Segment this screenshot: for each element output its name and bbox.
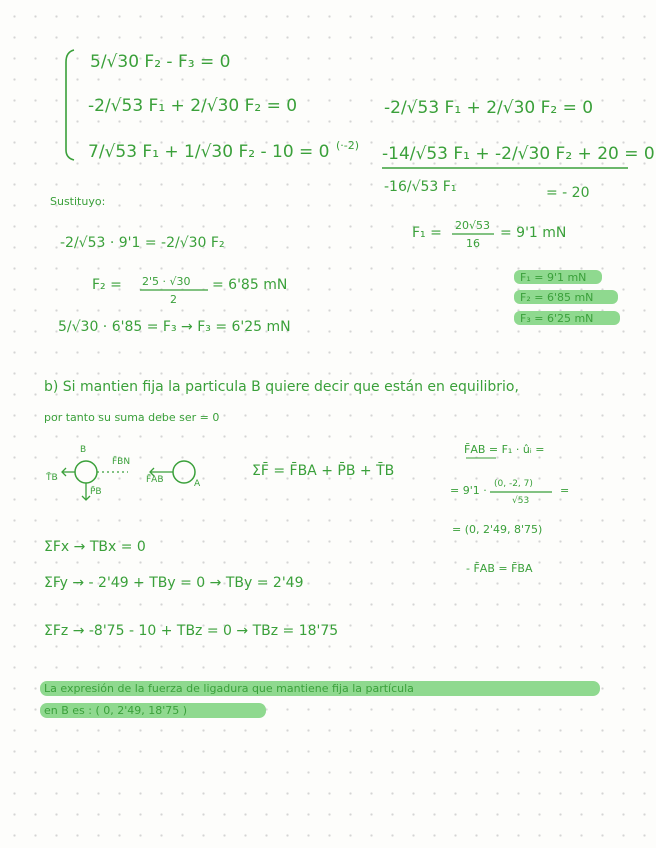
f1-lhs: F₁ = [412,225,442,241]
label-fbn: F̄BN [112,457,131,467]
right-equation-3-right: = - 20 [546,185,590,201]
f2-denominator: 2 [170,293,177,306]
particle-b-circle [75,461,97,483]
f2-lhs: F₂ = [92,277,122,293]
multiply-operation: (·-2) [336,139,360,152]
fab-line-1: F̄AB = F₁ · ûᵢ = [464,443,545,456]
label-tb: T̄B [46,473,58,483]
fab-line-2-equals: = [560,484,570,497]
fab-line-2-lhs: = 9'1 · [450,484,487,497]
system-brace [66,50,74,160]
force-sum-equation: ΣF̄ = F̄BA + P̄B + T̄B [252,463,395,479]
right-equation-3-left: -16/√53 F₁ [384,179,457,195]
particle-a-circle [173,461,195,483]
f1-denominator: 16 [466,237,480,250]
fab-line-3: = (0, 2'49, 8'75) [452,523,543,536]
result-f3: F₃ = 6'25 mN [520,312,594,325]
equation-3: 7/√53 F₁ + 1/√30 F₂ - 10 = 0 [88,142,330,162]
part-b-line-2: por tanto su suma debe ser = 0 [44,411,220,424]
result-f1: F₁ = 9'1 mN [520,271,587,284]
conclusion-line-1: La expresión de la fuerza de ligadura que mantiene fija la partícula [44,682,414,695]
f2-numerator: 2'5 · √30 [142,275,191,288]
label-a: A [194,479,201,489]
component-fx: ΣFx → TBx = 0 [44,539,146,555]
right-equation-2: -14/√53 F₁ + -2/√30 F₂ + 20 = 0 [382,144,655,164]
part-b-line-1: b) Si mantien fija la particula B quiere decir que están en equilibrio, [44,379,519,395]
substitution-line-3: 5/√30 · 6'85 = F₃ → F₃ = 6'25 mN [58,319,291,335]
fab-line-2-numerator: (0, -2, 7) [494,479,533,489]
substitution-label: Sustituyo: [50,195,106,208]
fab-line-4: - F̄AB = F̄BA [466,562,533,575]
f1-numerator: 20√53 [455,219,491,232]
f1-result: = 9'1 mN [500,225,567,241]
f2-result: = 6'85 mN [212,277,288,293]
label-fab: F̄AB [146,475,164,485]
equation-2: -2/√53 F₁ + 2/√30 F₂ = 0 [88,96,298,116]
label-b: B [80,445,87,455]
conclusion-line-2: en B es : ( 0, 2'49, 18'75 ) [44,704,188,717]
component-fz: ΣFz → -8'75 - 10 + TBz = 0 → TBz = 18'75 [44,623,339,639]
fab-line-2-denominator: √53 [512,496,530,506]
substitution-line-1: -2/√53 · 9'1 = -2/√30 F₂ [60,235,225,251]
equation-1: 5/√30 F₂ - F₃ = 0 [90,52,231,72]
result-f2: F₂ = 6'85 mN [520,291,594,304]
label-pb: P̄B [90,487,102,497]
right-equation-1: -2/√53 F₁ + 2/√30 F₂ = 0 [384,98,594,118]
component-fy: ΣFy → - 2'49 + TBy = 0 → TBy = 2'49 [44,575,304,591]
